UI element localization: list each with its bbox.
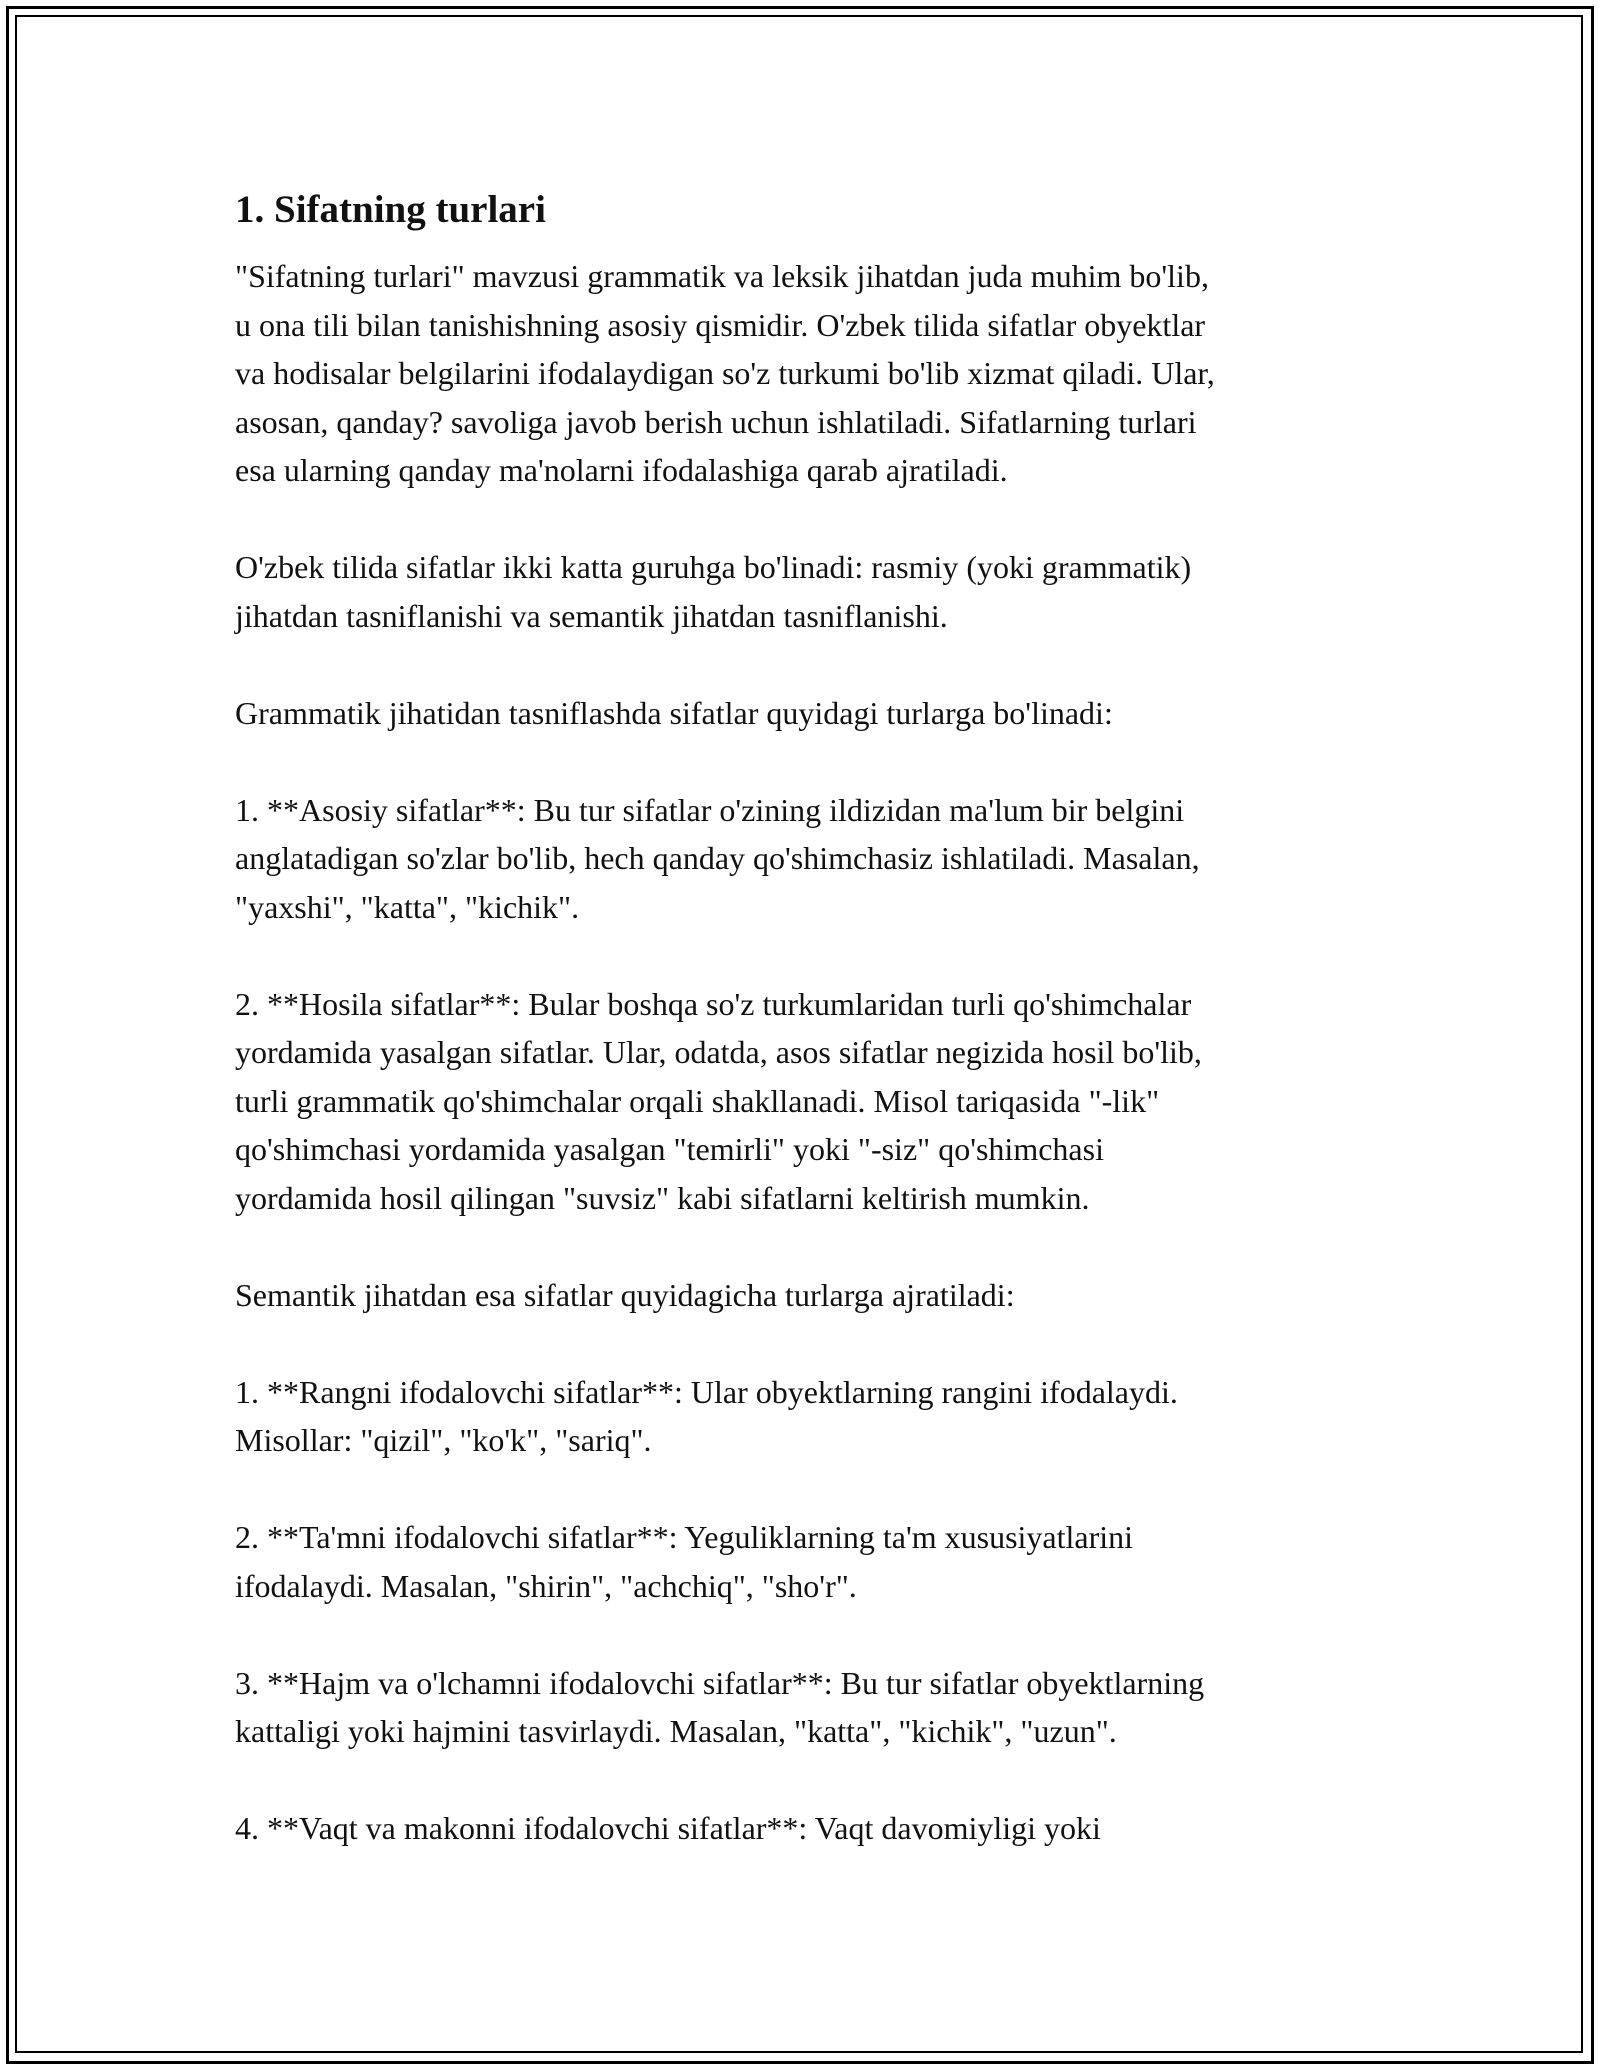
paragraph (235, 1368, 1375, 1465)
paragraph-line: 2. **Ta'mni ifodalovchi sifatlar**: Yeguliklarning ta'm xususiyatlarini (235, 1519, 1134, 1555)
paragraph (235, 786, 1375, 932)
paragraph-line: Grammatik jihatidan tasniflashda sifatlar quyidagi turlarga bo'linadi: (235, 694, 1113, 731)
paragraph-line: Misollar: "qizil", "ko'k", "sariq". (235, 1422, 652, 1458)
paragraph-list (235, 252, 1375, 1853)
paragraph-line: ifodalaydi. Masalan, "shirin", "achchiq", "sho'r". (235, 1567, 857, 1604)
paragraph (235, 543, 1375, 640)
paragraph (235, 1804, 1375, 1853)
paragraph-line: 4. **Vaqt va makonni ifodalovchi sifatlar**: Vaqt davomiyligi yoki (235, 1810, 1101, 1846)
paragraph-line: esa ularning qanday ma'nolarni ifodalashiga qarab ajratiladi. (235, 452, 1008, 488)
paragraph (235, 1659, 1375, 1756)
paragraph (235, 980, 1375, 1223)
paragraph-line: qo'shimchasi yordamida yasalgan "temirli" yoki "-siz" qo'shimchasi (235, 1131, 1104, 1167)
paragraph-line: O'zbek tilida sifatlar ikki katta guruhga bo'linadi: rasmiy (yoki grammatik) (235, 549, 1192, 585)
document-body (235, 186, 1375, 1901)
paragraph-line: "yaxshi", "katta", "kichik". (235, 888, 580, 925)
paragraph-line: yordamida yasalgan sifatlar. Ular, odatda, asos sifatlar negizida hosil bo'lib, (235, 1034, 1202, 1070)
paragraph-line: asosan, qanday? savoliga javob berish uchun ishlatiladi. Sifatlarning turlari (235, 403, 1197, 440)
paragraph-line: 3. **Hajm va o'lchamni ifodalovchi sifatlar**: Bu tur sifatlar obyektlarning (235, 1664, 1205, 1701)
paragraph-line: 2. **Hosila sifatlar**: Bular boshqa so'z turkumlaridan turli qo'shimchalar (235, 985, 1192, 1022)
paragraph-line: anglatadigan so'zlar bo'lib, hech qanday qo'shimchasiz ishlatiladi. Masalan, (235, 840, 1200, 876)
paragraph (235, 689, 1375, 738)
paragraph (235, 1513, 1375, 1610)
paragraph-line: turli grammatik qo'shimchalar orqali shakllanadi. Misol tariqasida "-lik" (235, 1082, 1160, 1119)
paragraph-line: "Sifatning turlari" mavzusi grammatik va leksik jihatdan juda muhim bo'lib, (235, 258, 1209, 294)
document-title: 1. Sifatning turlari (235, 188, 546, 231)
paragraph (235, 1271, 1375, 1320)
paragraph-line: jihatdan tasniflanishi va semantik jihatdan tasniflanishi. (235, 597, 948, 634)
paragraph-line: Semantik jihatdan esa sifatlar quyidagicha turlarga ajratiladi: (235, 1276, 1015, 1313)
paragraph-line: kattaligi yoki hajmini tasvirlaydi. Masalan, "katta", "kichik", "uzun". (235, 1713, 1117, 1749)
paragraph-line: va hodisalar belgilarini ifodalaydigan so'z turkumi bo'lib xizmat qiladi. Ular, (235, 355, 1215, 391)
paragraph-line: 1. **Rangni ifodalovchi sifatlar**: Ular obyektlarning rangini ifodalaydi. (235, 1373, 1178, 1410)
paragraph-line: 1. **Asosiy sifatlar**: Bu tur sifatlar o'zining ildizidan ma'lum bir belgini (235, 791, 1185, 828)
paragraph-line: yordamida hosil qilingan "suvsiz" kabi sifatlarni keltirish mumkin. (235, 1179, 1090, 1216)
paragraph (235, 252, 1375, 495)
paragraph-line: u ona tili bilan tanishishning asosiy qismidir. O'zbek tilida sifatlar obyektlar (235, 306, 1206, 343)
